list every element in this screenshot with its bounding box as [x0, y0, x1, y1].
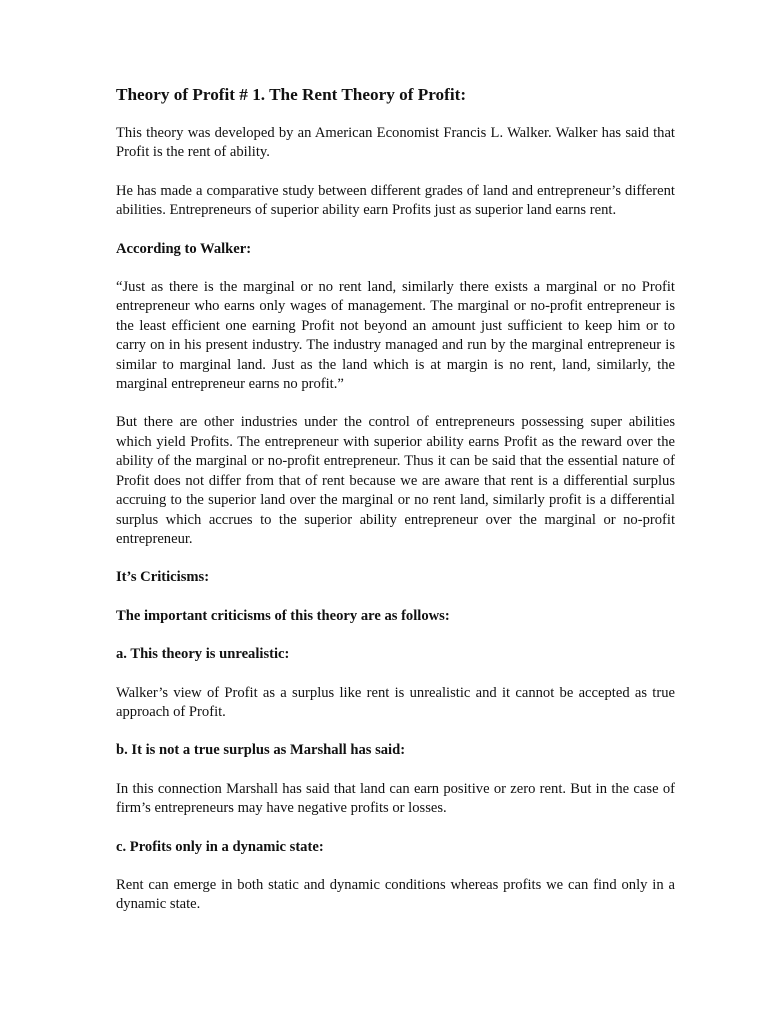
paragraph-intro: This theory was developed by an American Economist Francis L. Walker. Walker has said that Profit is the rent of ability.	[116, 125, 675, 161]
heading-unrealistic: a. This theory is unrealistic:	[116, 646, 290, 663]
paragraph-unrealistic: Walker’s view of Profit as a surplus like rent is unrealistic and it cannot be accepted as true approach of Profit.	[116, 684, 675, 720]
heading-dynamic-state: c. Profits only in a dynamic state:	[116, 838, 324, 855]
heading-important-criticisms: The important criticisms of this theory are as follows:	[116, 607, 450, 624]
document-page	[116, 84, 675, 934]
heading-not-true-surplus: b. It is not a true surplus as Marshall has said:	[116, 742, 406, 759]
heading-according-to-walker: According to Walker:	[116, 240, 252, 257]
paragraph-walker-quote: “Just as there is the marginal or no rent land, similarly there exists a marginal or no Profit entrepreneur who earns only wages of management. The marginal or no-profit entrepreneur is the least efficient one earning Profit not beyond an amount just sufficient to keep him or to carry on in his present industry. The industry managed and run by the marginal entrepreneur is similar to marginal land. Just as the land which is at margin is no rent, land, similarly, the marginal entrepreneur earns no profit.”	[116, 279, 675, 393]
paragraph-marshall: In this connection Marshall has said that land can earn positive or zero rent. But in the case of firm’s entrepreneurs may have negative profits or losses.	[116, 780, 675, 817]
paragraph-comparative-study: He has made a comparative study between different grades of land and entrepreneur’s different abilities. Entrepreneurs of superior ability earn Profits just as superior land earns rent.	[116, 182, 675, 219]
document-title: Theory of Profit # 1. The Rent Theory of Profit:	[116, 85, 467, 104]
paragraph-super-abilities: But there are other industries under the control of entrepreneurs possessing super abilities which yield Profits. The entrepreneur with superior ability earns Profit as the reward over the ability of the marginal or no-profit entrepreneur. Thus it can be said that the essential nature of Profit does not differ from that of rent because we are aware that rent is a differential surplus accruing to the superior land over the marginal or no rent land, similarly profit is a differential surplus which accrues to the superior ability entrepreneur over the marginal or no-profit entrepreneur.	[116, 414, 675, 547]
heading-criticisms: It’s Criticisms:	[116, 569, 210, 586]
paragraph-dynamic-state: Rent can emerge in both static and dynamic conditions whereas profits we can find only in a dynamic state.	[116, 876, 675, 913]
